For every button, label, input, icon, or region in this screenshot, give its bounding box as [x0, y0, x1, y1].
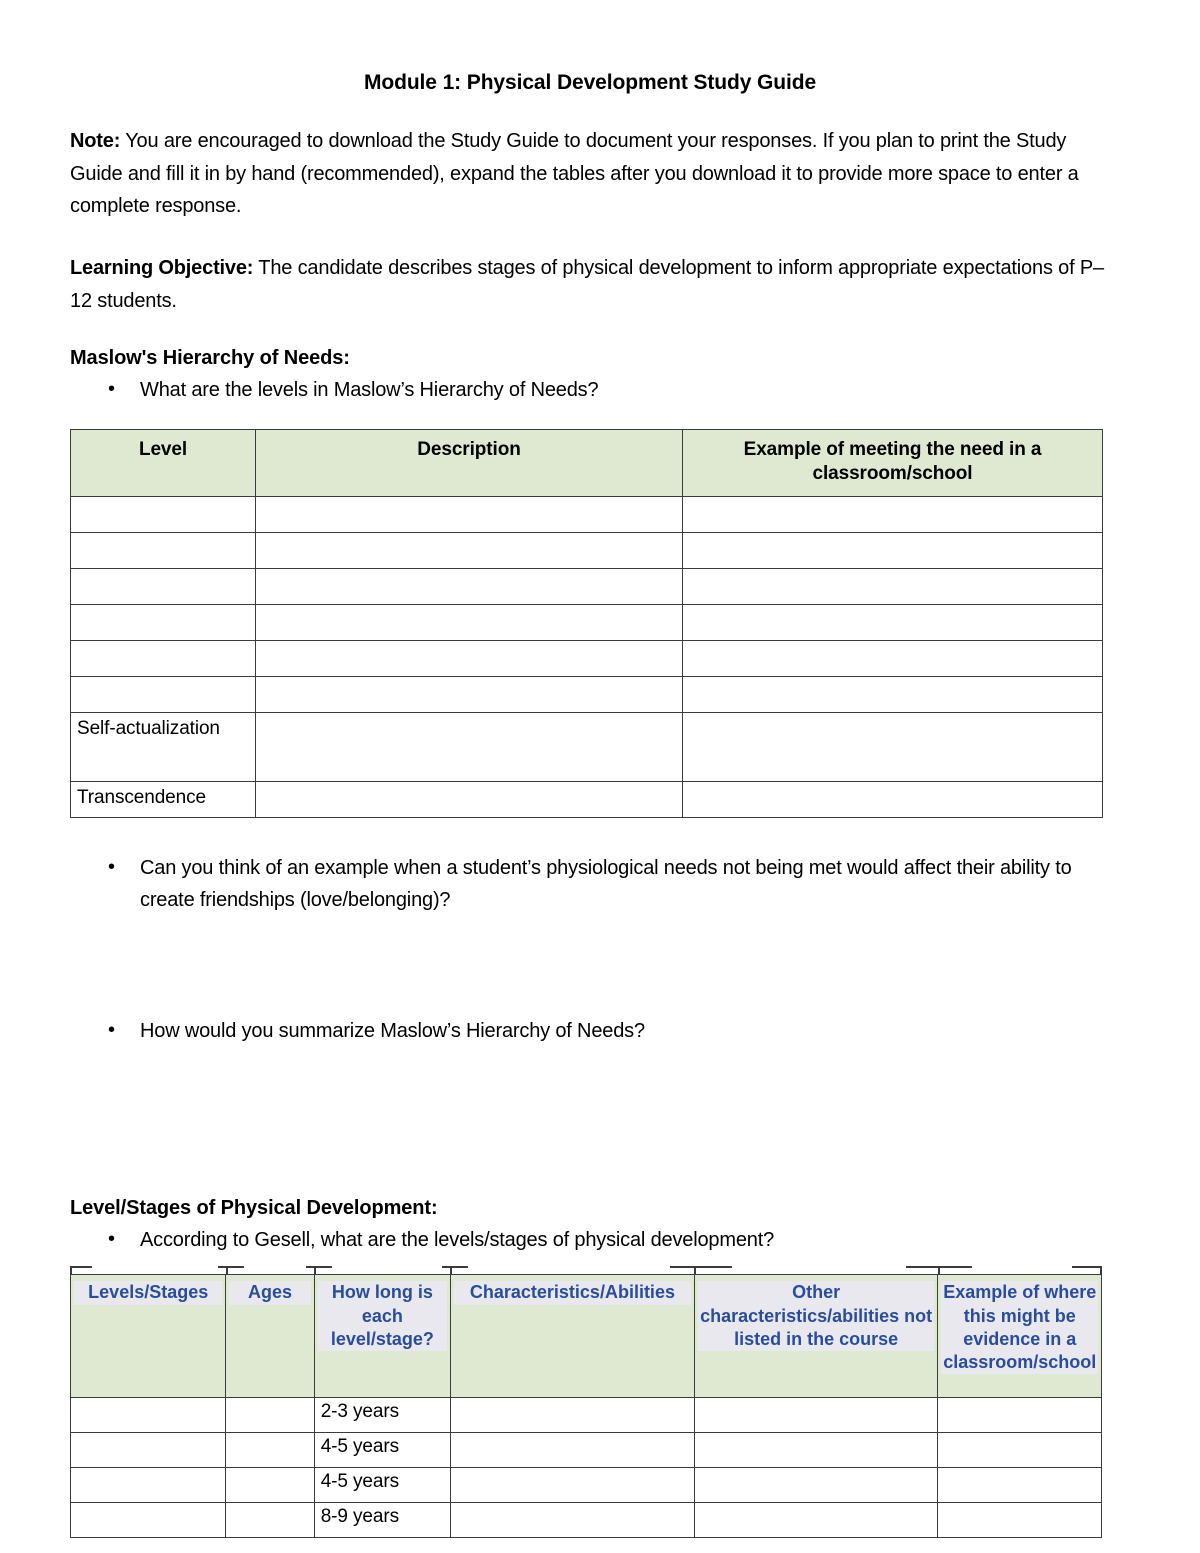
cell-example[interactable]	[683, 604, 1103, 640]
table-row	[71, 568, 1103, 604]
cell-level[interactable]	[71, 568, 256, 604]
cell-level[interactable]: Self-actualization	[71, 712, 256, 781]
column-header-description: Description	[256, 429, 683, 496]
column-header-example-label: Example of where this might be evidence in a classroom/school	[941, 1281, 1098, 1373]
cell-description[interactable]	[256, 781, 683, 817]
cell-example[interactable]	[683, 781, 1103, 817]
table-row	[71, 1503, 1102, 1538]
cell-example[interactable]	[938, 1398, 1102, 1433]
column-header-level: Level	[71, 429, 256, 496]
cell-example[interactable]	[683, 712, 1103, 781]
list-item: • What are the levels in Maslow’s Hierarchy of Needs?	[70, 374, 1110, 406]
list-item: • According to Gesell, what are the levels/stages of physical development?	[70, 1224, 1110, 1256]
table-row	[71, 781, 1103, 817]
column-header-levels-stages-label: Levels/Stages	[74, 1281, 222, 1304]
cell-level[interactable]	[71, 640, 256, 676]
column-header-other-characteristics	[694, 1275, 938, 1398]
cell-other[interactable]	[694, 1468, 938, 1503]
cell-example[interactable]	[683, 640, 1103, 676]
cell-characteristics[interactable]	[451, 1433, 695, 1468]
table-header-row	[71, 1275, 1102, 1398]
maslow-bullet-list-top	[70, 374, 1110, 406]
column-header-example	[938, 1275, 1102, 1398]
cell-description[interactable]	[256, 568, 683, 604]
gesell-stages-table	[70, 1274, 1102, 1538]
column-header-other-characteristics-label: Other characteristics/abilities not listed in the course	[698, 1281, 935, 1350]
maslow-bullet-list-bottom	[70, 818, 1110, 1047]
list-item: • Can you think of an example when a student’s physiological needs not being met would affect their ability to create friendships (love/belonging)?	[70, 852, 1110, 917]
cell-example[interactable]	[938, 1433, 1102, 1468]
table-row	[71, 1398, 1102, 1433]
cell-levels-stages[interactable]	[71, 1398, 226, 1433]
table-row	[71, 712, 1103, 781]
cell-ages[interactable]	[226, 1468, 314, 1503]
cell-description[interactable]	[256, 712, 683, 781]
gesell-heading: Level/Stages of Physical Development:	[70, 1197, 438, 1220]
learning-objective-paragraph	[70, 222, 1110, 317]
cell-levels-stages[interactable]	[71, 1433, 226, 1468]
cell-description[interactable]	[256, 496, 683, 532]
cell-characteristics[interactable]	[451, 1398, 695, 1433]
cell-level[interactable]	[71, 496, 256, 532]
table-row	[71, 532, 1103, 568]
cell-ages[interactable]	[226, 1503, 314, 1538]
column-header-characteristics	[451, 1275, 695, 1398]
column-header-how-long	[314, 1275, 450, 1398]
cell-description[interactable]	[256, 604, 683, 640]
cell-example[interactable]	[683, 496, 1103, 532]
cell-example[interactable]	[683, 676, 1103, 712]
cell-how-long[interactable]: 8-9 years	[314, 1503, 450, 1538]
list-item: • How would you summarize Maslow’s Hierarchy of Needs?	[70, 1015, 1110, 1047]
maslow-heading: Maslow's Hierarchy of Needs:	[70, 347, 350, 370]
document-body	[70, 0, 1110, 1538]
column-header-example: Example of meeting the need in a classroom/school	[683, 429, 1103, 496]
cell-description[interactable]	[256, 676, 683, 712]
cell-level[interactable]: Transcendence	[71, 781, 256, 817]
cell-other[interactable]	[694, 1503, 938, 1538]
table-row	[71, 604, 1103, 640]
note-label: Note:	[70, 130, 121, 153]
cell-level[interactable]	[71, 604, 256, 640]
column-header-how-long-label: How long is each level/stage?	[318, 1281, 447, 1350]
learning-objective-text: The candidate describes stages of physical development to inform appropriate expectations of P–12 students.	[70, 257, 1104, 312]
cell-characteristics[interactable]	[451, 1503, 695, 1538]
column-header-characteristics-label: Characteristics/Abilities	[454, 1281, 691, 1304]
column-header-ages	[226, 1275, 314, 1398]
cell-description[interactable]	[256, 640, 683, 676]
table-row	[71, 676, 1103, 712]
cell-levels-stages[interactable]	[71, 1503, 226, 1538]
cell-level[interactable]	[71, 676, 256, 712]
cell-characteristics[interactable]	[451, 1468, 695, 1503]
cell-other[interactable]	[694, 1398, 938, 1433]
cell-example[interactable]	[938, 1468, 1102, 1503]
table-row	[71, 1468, 1102, 1503]
cell-other[interactable]	[694, 1433, 938, 1468]
cell-ages[interactable]	[226, 1433, 314, 1468]
page-title: Module 1: Physical Development Study Guide	[363, 71, 817, 94]
cell-how-long[interactable]: 4-5 years	[314, 1468, 450, 1503]
learning-objective-label: Learning Objective:	[70, 257, 254, 280]
column-header-ages-label: Ages	[229, 1281, 310, 1304]
cell-description[interactable]	[256, 532, 683, 568]
note-text: You are encouraged to download the Study Guide to document your responses. If you plan to print the Study Guide and fill it in by hand (recommended), expand the tables after you download it to provide more space to enter a complete response.	[70, 130, 1079, 217]
note-paragraph	[70, 95, 1110, 222]
table-header-row	[71, 429, 1103, 496]
table-row	[71, 640, 1103, 676]
cell-level[interactable]	[71, 532, 256, 568]
gesell-bullet-list	[70, 1224, 1110, 1256]
table-row	[71, 496, 1103, 532]
cell-ages[interactable]	[226, 1398, 314, 1433]
cell-example[interactable]	[683, 568, 1103, 604]
cell-how-long[interactable]: 4-5 years	[314, 1433, 450, 1468]
cell-example[interactable]	[938, 1503, 1102, 1538]
cell-how-long[interactable]: 2-3 years	[314, 1398, 450, 1433]
maslow-hierarchy-table	[70, 429, 1103, 818]
column-header-levels-stages	[71, 1275, 226, 1398]
table-row	[71, 1433, 1102, 1468]
cell-levels-stages[interactable]	[71, 1468, 226, 1503]
cell-example[interactable]	[683, 532, 1103, 568]
